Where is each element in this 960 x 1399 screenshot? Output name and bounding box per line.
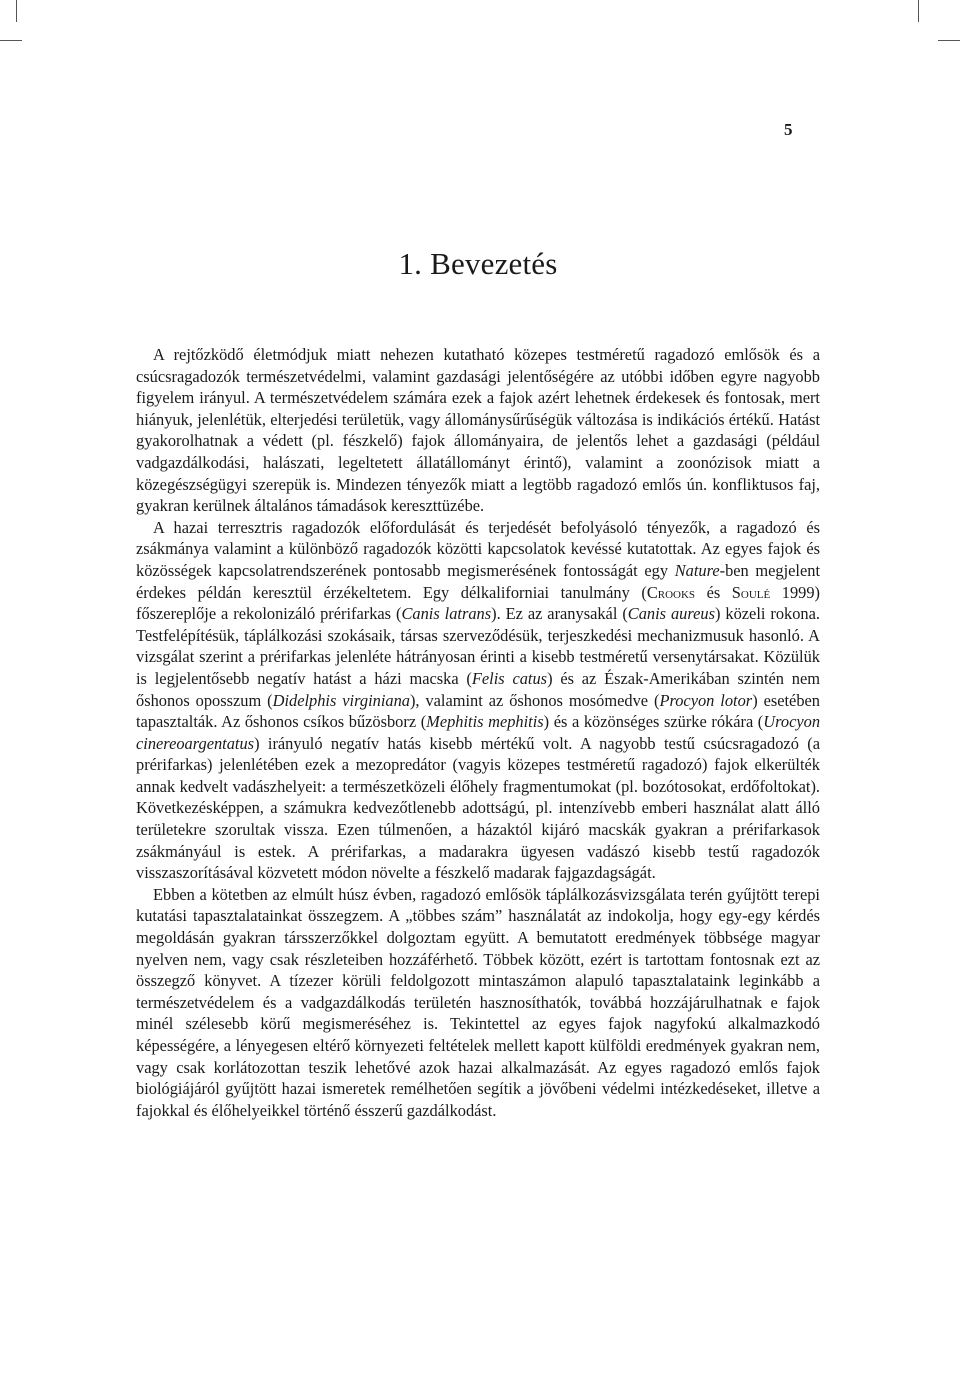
text-run: Ebben a kötetben az elmúlt húsz évben, ragadozó emlősök táplálkozásvizsgálata terén gyűjtött terepi kutatási tapasztalatainkat összegzem. A „többes szám” használatát az indokolja, hogy egy-egy kérdés megoldásán gyakran társszerzőkkel dolgoztam együtt. A bemutatott eredmények többsége magyar nyelven nem, vagy csak részleteiben hozzáférhető. Többek között, ezért is tartottam fontosnak ezt az összegző könyvet. A tízezer körüli feldolgozott mintaszámon alapuló tapasztalataink leginkább a természetvédelem és a vadgazdálkodás területén hasznosíthatók, továbbá hozzájárulhatnak e fajok minél szélesebb körű megismeréséhez is. Tekintettel az egyes fajok nagyfokú alkalmazkodó képességére, a lényegesen eltérő környezeti feltételek mellett kapott külföldi eredmények gyakran nem, vagy csak korlátozottan teszik lehetővé azok hazai alkalmazását. Az egyes ragadozó emlős fajok biológiájáról gyűjtött hazai ismeretek remélhetően segítik a jövőbeni védelmi intézkedéseket, illetve a fajokkal és élőhelyeikkel történő ésszerű gazdálkodást. xyxy=(136,884,820,1120)
text-run: ). Ez az aranysakál ( xyxy=(491,604,628,624)
species-name: Mephitis mephitis xyxy=(426,712,544,732)
crop-mark-top-left xyxy=(16,0,17,22)
species-name: Felis catus xyxy=(471,668,548,688)
crop-mark-top-right-h xyxy=(938,40,960,41)
text-run: 1999) főszereplője a rekolonizáló prérifarkas ( xyxy=(136,582,820,624)
species-name: Urocyon cinereoargentatus xyxy=(136,712,821,753)
author-name: Crooks xyxy=(646,582,696,602)
crop-mark-top-left-h xyxy=(0,40,22,41)
species-name: Canis aureus xyxy=(627,604,715,624)
text-run: -ben megjelent érdekes példán keresztül érzékeltetem. Egy délkaliforniai tanulmány ( xyxy=(136,560,820,602)
species-name: Canis latrans xyxy=(401,604,492,624)
species-name: Didelphis virginiana xyxy=(272,690,410,710)
page-number: 5 xyxy=(784,120,793,139)
author-name: Soulé xyxy=(731,582,771,602)
text-run: A rejtőzködő életmódjuk miatt nehezen kutatható közepes testméretű ragadozó emlősök és a csúcsragadozók természetvédelmi, valamint gazdasági jelentőségére az utóbbi időben egyre nagyobb figyelem irányul. A természetvédelem számára ezek a fajok azért lehetnek érdekesek és fontosak, mert hiányuk, jelenlétük, elterjedési területük, vagy állománysűrűségük változása is indikációs értékű. Hatást gyakorolhatnak a védett (pl. fészkelő) fajok állományaira, de jelentős lehet a gazdasági (például vadgazdálkodási, halászati, legeltetett állatállományt érintő), valamint a zoonózisok miatt a közegészségügyi szerepük is. Mindezen tényezők miatt a legtöbb ragadozó emlős ún. konfliktusos faj, gyakran kerülnek általános támadások kereszttüzébe. xyxy=(136,345,820,516)
paragraph-3 xyxy=(136,884,820,1122)
text-run: ), valamint az őshonos mosómedve ( xyxy=(409,690,660,710)
text-run: ) irányuló negatív hatás kisebb mértékű volt. A nagyobb testű csúcsragadozó (a prérifarkas) jelenlétében ezek a mezopredátor (vagyis közepes testméretű ragadozó) fajok elkerülték annak kedvelt vadászhelyeit: a természetközeli élőhely fragmentumokat (pl. bozótosokat, erdőfoltokat). Következésképpen, a számukra kedvezőtlenebb adottságú, pl. intenzívebb emberi használat alatt álló területekre szorultak vissza. Ezen túlmenően, a házaktól kijáró macskák gyakran a prérifarkasok zsákmányául is estek. A prérifarkas, a madarakra ügyesen vadászó kisebb testű ragadozók visszaszorításával közvetett módon növelte a fészkelő madarak fajgazdagságát. xyxy=(136,733,820,883)
crop-mark-top-right xyxy=(918,0,919,22)
text-run: és xyxy=(695,582,732,602)
paragraph-1 xyxy=(136,344,820,517)
text-run: ) és a közönséges szürke rókára ( xyxy=(543,712,764,732)
body-text xyxy=(136,344,820,1121)
species-name: Procyon lotor xyxy=(659,690,753,710)
text-run: ) esetében tapasztalták. Az őshonos csíkos bűzösborz ( xyxy=(136,690,820,732)
text-run: ) közeli rokona. Testfelépítésük, táplálkozási szokásaik, társas szerveződésük, terjeszkedési mechanizmusuk hasonló. A vizsgálat szerint a prérifarkas jelenléte hátrányosan érinti a kisebb testméretű versenytársakat. Közülük is legjelentősebb negatív hatást a házi macska ( xyxy=(136,604,820,688)
paragraph-2 xyxy=(136,517,820,884)
text-run: A hazai terresztris ragadozók előfordulását és terjedését befolyásoló tényezők, a ragadozó és zsákmánya valamint a különböző ragadozók közötti kapcsolatok kevéssé kutatottak. Az egyes fajok és közösségek kapcsolatrendszerének pontosabb megismerésének fontosságát egy xyxy=(136,517,820,580)
chapter-title: 1. Bevezetés xyxy=(398,246,558,281)
species-name: Nature xyxy=(674,560,720,580)
text-run: ) és az Észak-Amerikában szintén nem őshonos oposszum ( xyxy=(136,668,820,710)
